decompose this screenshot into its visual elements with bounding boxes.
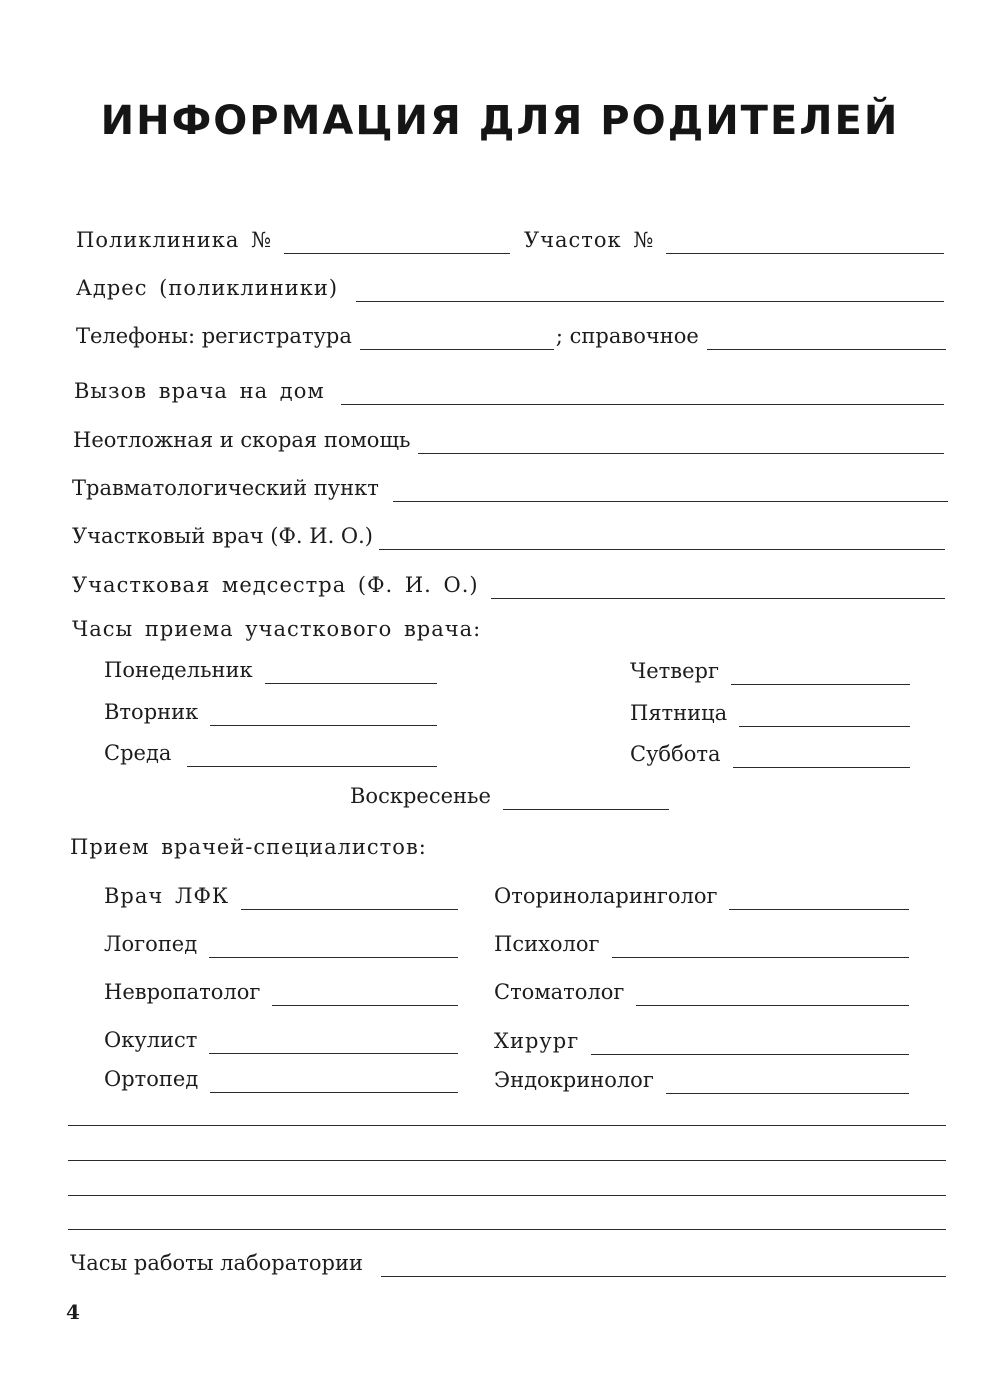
phones-label: Телефоны: регистратура [76,324,352,348]
neuro-row [104,976,458,1006]
specialists-heading: Прием врачей-специалистов: [70,835,427,859]
emergency-label: Неотложная и скорая помощь [73,428,411,452]
wednesday-field[interactable] [187,746,437,767]
blank-line[interactable] [68,1195,946,1196]
blank-line[interactable] [68,1160,946,1161]
district-doctor-row [72,520,945,550]
dentist-label: Стоматолог [494,980,625,1004]
blank-line[interactable] [68,1229,946,1230]
home-call-label: Вызов врача на дом [74,379,325,403]
emergency-field[interactable] [418,433,944,454]
surgeon-label: Хирург [494,1029,580,1053]
surgeon-field[interactable] [591,1034,909,1055]
thursday-row [630,655,910,685]
exercise-field[interactable] [241,889,458,910]
monday-field[interactable] [265,663,437,684]
ent-label: Оториноларинголог [494,884,718,908]
phones-row [76,320,946,350]
psych-label: Психолог [494,932,600,956]
exercise-row [104,880,458,910]
saturday-field[interactable] [733,747,911,768]
home-call-field[interactable] [341,384,944,405]
info-phone-label: ; справочное [555,324,699,348]
neuro-field[interactable] [272,985,458,1006]
ent-field[interactable] [729,889,909,910]
polyclinic-row [76,224,944,254]
district-doctor-field[interactable] [379,529,945,550]
saturday-row [630,738,910,768]
district-nurse-label: Участковая медсестра (Ф. И. О.) [72,573,479,597]
dentist-row [494,976,909,1006]
trauma-label: Травматологический пункт [72,476,379,500]
wednesday-row [104,737,437,767]
ortho-field[interactable] [210,1072,458,1093]
district-label: Участок № [523,228,655,252]
friday-field[interactable] [739,706,910,727]
trauma-field[interactable] [393,481,948,502]
psych-field[interactable] [612,937,909,958]
polyclinic-field[interactable] [284,233,510,254]
ortho-label: Ортопед [104,1067,199,1091]
sunday-row [350,780,669,810]
sunday-label: Воскресенье [350,784,491,808]
sunday-field[interactable] [503,789,669,810]
ortho-row [104,1063,458,1093]
blank-line[interactable] [68,1125,946,1126]
saturday-label: Суббота [630,742,721,766]
neuro-label: Невропатолог [104,980,261,1004]
specialists-heading-row [70,831,670,861]
speech-field[interactable] [209,937,458,958]
ophthalm-row [104,1024,458,1054]
tuesday-field[interactable] [210,705,437,726]
monday-row [104,654,437,684]
monday-label: Понедельник [104,658,253,682]
lab-hours-row [70,1247,946,1277]
exercise-label: Врач ЛФК [104,884,230,908]
trauma-row [72,472,948,502]
district-field[interactable] [666,233,944,254]
emergency-row [73,424,944,454]
page-number: 4 [66,1300,80,1324]
ophthalm-label: Окулист [104,1028,198,1052]
district-nurse-row [72,569,945,599]
speech-label: Логопед [104,932,198,956]
hours-heading: Часы приема участкового врача: [72,617,482,641]
surgeon-row [494,1025,909,1055]
ophthalm-field[interactable] [209,1033,458,1054]
friday-label: Пятница [630,701,728,725]
polyclinic-label: Поликлиника № [76,228,272,252]
page-title: ИНФОРМАЦИЯ ДЛЯ РОДИТЕЛЕЙ [100,98,900,144]
registry-phone-field[interactable] [360,329,554,350]
friday-row [630,697,910,727]
district-doctor-label: Участковый врач (Ф. И. О.) [72,524,374,548]
wednesday-label: Среда [104,741,172,765]
lab-hours-field[interactable] [381,1256,946,1277]
dentist-field[interactable] [636,985,909,1006]
home-call-row [74,375,944,405]
thursday-field[interactable] [731,664,910,685]
endo-label: Эндокринолог [494,1068,654,1092]
address-label: Адрес (поликлиники) [76,276,339,300]
address-field[interactable] [356,281,944,302]
lab-hours-label: Часы работы лаборатории [70,1251,363,1275]
info-phone-field[interactable] [707,329,946,350]
ent-row [494,880,909,910]
address-row [76,272,944,302]
tuesday-row [104,696,437,726]
psych-row [494,928,909,958]
endo-row [494,1064,909,1094]
hours-heading-row [72,613,672,643]
tuesday-label: Вторник [104,700,199,724]
thursday-label: Четверг [630,659,719,683]
speech-row [104,928,458,958]
district-nurse-field[interactable] [491,578,945,599]
endo-field[interactable] [666,1073,909,1094]
